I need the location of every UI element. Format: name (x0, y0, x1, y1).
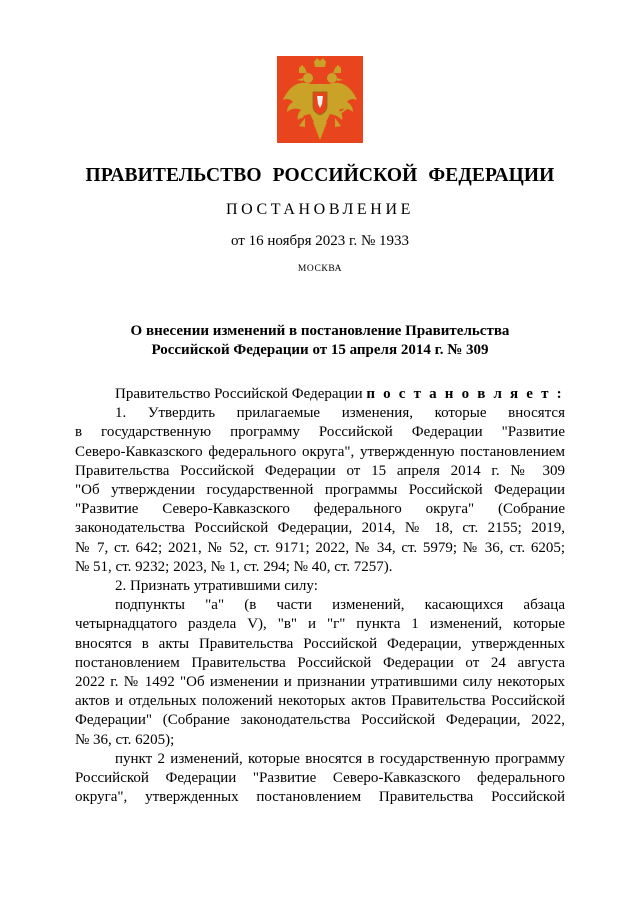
body-line: № 7, ст. 642; 2021, № 52, ст. 9171; 2022, № 34, ст. 5979; № 36, ст. 6205; (75, 539, 565, 556)
intro-text: Правительство Российской Федерации (115, 386, 367, 402)
subject-line: Российской Федерации от 15 апреля 2014 г. № 309 (151, 342, 489, 358)
body-line: пункт 2 изменений, которые вносятся в государственную программу (115, 750, 565, 767)
body-line: Северо-Кавказского федерального округа", утвержденную постановлением (75, 443, 565, 460)
item2-title: 2. Признать утратившими силу: (115, 578, 318, 595)
body-line: № 51, ст. 9232; 2023, № 1, ст. 294; № 40, ст. 7257). (75, 558, 393, 575)
intro-paragraph (75, 385, 565, 404)
date-and-number: от 16 ноября 2023 г. № 1933 (230, 233, 410, 249)
body-line: в государственную программу Российской Федерации "Развитие (75, 424, 565, 441)
decrees-word: п о с т а н о в л я е т : (366, 386, 564, 402)
document-body (75, 385, 565, 807)
body-line: четырнадцатого раздела V), "в" и "г" пункта 1 изменений, которые (75, 616, 565, 633)
body-line: 2022 г. № 1492 "Об изменении и признании утратившими силу некоторых (75, 674, 565, 691)
subject-heading (75, 322, 565, 360)
body-line: № 36, ст. 6205); (75, 731, 175, 748)
body-line: вносятся в акты Правительства Российской Федерации, утвержденных (75, 635, 565, 652)
body-line: "Развитие Северо-Кавказского федерального округа" (Собрание (75, 501, 565, 518)
body-line: "Об утверждении государственной программы Российской Федерации (75, 482, 565, 499)
body-line: актов и отдельных положений некоторых актов Правительства Российской (75, 693, 565, 710)
russian-coat-of-arms-icon (277, 56, 363, 143)
body-line: законодательства Российской Федерации, 2014, № 18, ст. 2155; 2019, (75, 520, 565, 537)
city: МОСКВА (297, 264, 343, 274)
body-line: 1. Утвердить прилагаемые изменения, которые вносятся (115, 405, 565, 422)
document-type: ПОСТАНОВЛЕНИЕ (226, 201, 414, 218)
body-line: подпункты "а" (в части изменений, касающихся абзаца (115, 597, 565, 614)
body-line: Правительства Российской Федерации от 15 апреля 2014 г. № 309 (75, 462, 565, 479)
body-line: Федерации" (Собрание законодательства Российской Федерации, 2022, (75, 712, 565, 729)
government-title: ПРАВИТЕЛЬСТВО РОССИЙСКОЙ ФЕДЕРАЦИИ (85, 165, 555, 186)
body-line: округа", утвержденных постановлением Правительства Российской (75, 789, 565, 806)
body-line: постановлением Правительства Российской Федерации от 24 августа (75, 654, 565, 671)
body-line: Российской Федерации "Развитие Северо-Кавказского федерального (75, 770, 565, 787)
subject-line: О внесении изменений в постановление Правительства (130, 323, 510, 339)
